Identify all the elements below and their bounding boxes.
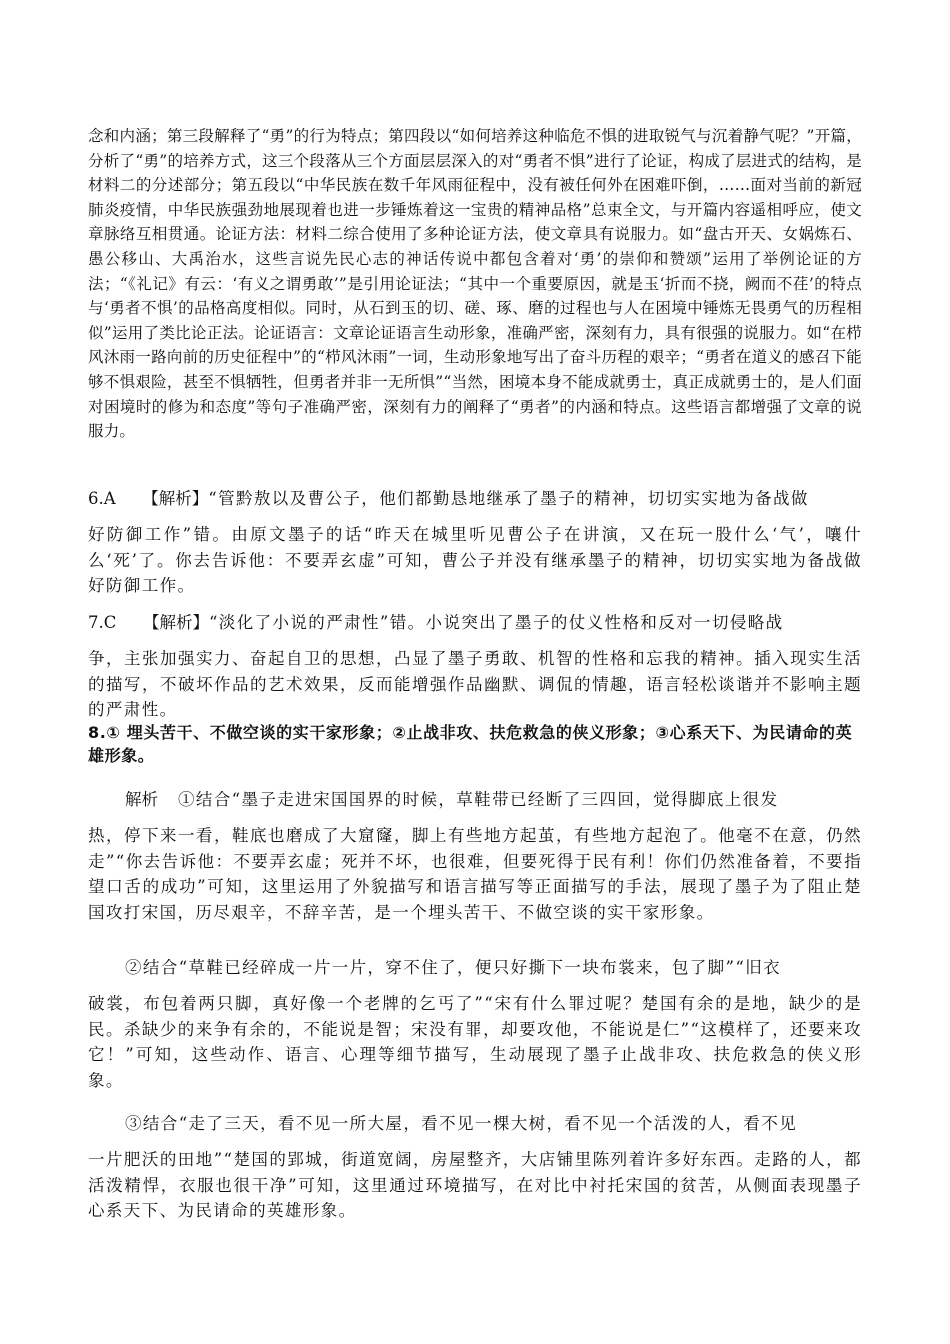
answer-8-analysis-3 — [88, 1111, 862, 1224]
answer-8-summary: 8.① 埋头苦干、不做空谈的实干家形象；②止战非攻、扶危救急的侠义形象；③心系天下、为民请命的英雄形象。 — [88, 723, 853, 765]
answer-6-tag: 【解析】 — [142, 489, 209, 508]
analysis-label: 解析 — [125, 790, 158, 809]
answer-6-text-rest: 好防御工作”错。由原文墨子的话“昨天在城里听见曹公子在讲演，又在玩一股什么‘气’，嚷什么‘死’了。你去告诉他：不要弄玄虚”可知，曹公子并没有继承墨子的精神，切切实实地为备战做好防御工作。 — [88, 525, 862, 595]
answer-7-text-rest: 争，主张加强实力、奋起自卫的思想，凸显了墨子勇敢、机智的性格和忘我的精神。插入现实生活的描写，不破坏作品的艺术效果，反而能增强作品幽默、调侃的情趣，语言轻松谈谐并不影响主题的严肃性。 — [88, 649, 862, 719]
answer-8-analysis-3-first: ③结合“走了三天，看不见一所大屋，看不见一棵大树，看不见一个活泼的人，看不见 — [125, 1114, 798, 1133]
answer-8-analysis-3-rest: 一片肥沃的田地”“楚国的郢城，街道宽阔，房屋整齐，大店铺里陈列着许多好东西。走路的人，都活泼精悍，衣服也很干净”可知，这里通过环境描写，在对比中衬托宋国的贫苦，从侧面表现墨子心系天下、为民请命的英雄形象。 — [88, 1150, 862, 1220]
answer-7 — [88, 610, 862, 723]
answer-8-analysis-2 — [88, 955, 862, 1093]
answer-6-first-line — [88, 486, 862, 512]
answer-6-label: 6.A — [88, 489, 116, 508]
answer-8-analysis-2-first: ②结合“草鞋已经碎成一片一片，穿不住了，便只好撕下一块布裳来，包了脚”“旧衣 — [125, 958, 782, 977]
answer-6-text-first: “管黔敖以及曹公子，他们都勤恳地继承了墨子的精神，切切实实地为备战做 — [208, 489, 809, 508]
answer-7-label: 7.C — [88, 613, 117, 632]
answer-8-analysis-1-first — [88, 787, 862, 813]
intro-paragraph: 念和内涵；第三段解释了“勇”的行为特点；第四段以“如何培养这种临危不惧的进取锐气与沉着静气呢？”开篇，分析了“勇”的培养方式，这三个段落从三个方面层层深入的对“勇者不惧”进行了论证，构成了层进式的结构，是材料二的分述部分；第五段以“中华民族在数千年风雨征程中，没有被任何外在困难吓倒，……面对当前的新冠肺炎疫情，中华民族强劲地展现着也进一步锤炼着这一宝贵的精神品格”总束全文，与开篇内容遥相呼应，使文章脉络互相贯通。论证方法：材料二综合使用了多种论证方法，使文章具有说服力。如“盘古开天、女娲炼石、愚公移山、大禹治水，这些言说先民心志的神话传说中都包含着对‘勇’的崇仰和赞颂”运用了举例论证的方法；“《礼记》有云：‘有义之谓勇敢’”是引用论证法；“其中一个重要原因，就是玉‘折而不挠，阙而不荏’的特点与‘勇者不惧’的品格高度相似。同时，从石到玉的切、磋、琢、磨的过程也与人在困境中锤炼无畏勇气的历程相似”运用了类比论正法。论证语言：文章论证语言生动形象，准确严密，深刻有力，具有很强的说服力。如“在栉风沐雨一路向前的历史征程中”的“栉风沐雨”一词，生动形象地写出了奋斗历程的艰辛；“勇者在道义的感召下能够不惧艰险，甚至不惧牺牲，但勇者并非一无所惧”“当然，困境本身不能成就勇士，真正成就勇士的，是人们面对困境时的修为和态度”等句子准确严密，深刻有力的阐释了“勇者”的内涵和特点。这些语言都增强了文章的说服力。 — [88, 127, 862, 441]
answer-7-tag: 【解析】 — [142, 613, 209, 632]
analysis-1-first-text: ①结合“墨子走进宋国国界的时候，草鞋带已经断了三四回，觉得脚底上很发 — [177, 790, 779, 809]
answer-8-analysis-1 — [88, 787, 862, 925]
answer-6 — [88, 486, 862, 599]
answer-8-analysis-1-rest: 热，停下来一看，鞋底也磨成了大窟窿，脚上有些地方起茧，有些地方起泡了。他毫不在意，仍然走”“你去告诉他：不要弄玄虚；死并不坏，也很难，但要死得于民有利！你们仍然准备着，不要指望口舌的成功”可知，这里运用了外貌描写和语言描写等正面描写的手法，展现了墨子为了阻止楚国攻打宋国，历尽艰辛，不辞辛苦，是一个埋头苦干、不做空谈的实干家形象。 — [88, 826, 862, 922]
answer-7-first-line — [88, 610, 862, 636]
answer-8-analysis-2-rest: 破裳，布包着两只脚，真好像一个老牌的乞丐了”“宋有什么罪过呢？楚国有余的是地，缺少的是民。杀缺少的来争有余的，不能说是智；宋没有罪，却要攻他，不能说是仁”“这模样了，还要来攻它！”可知，这些动作、语言、心理等细节描写，生动展现了墨子止战非攻、扶危救急的侠义形象。 — [88, 994, 862, 1090]
answer-7-text-first: “淡化了小说的严肃性”错。小说突出了墨子的仗义性格和反对一切侵略战 — [208, 613, 784, 632]
